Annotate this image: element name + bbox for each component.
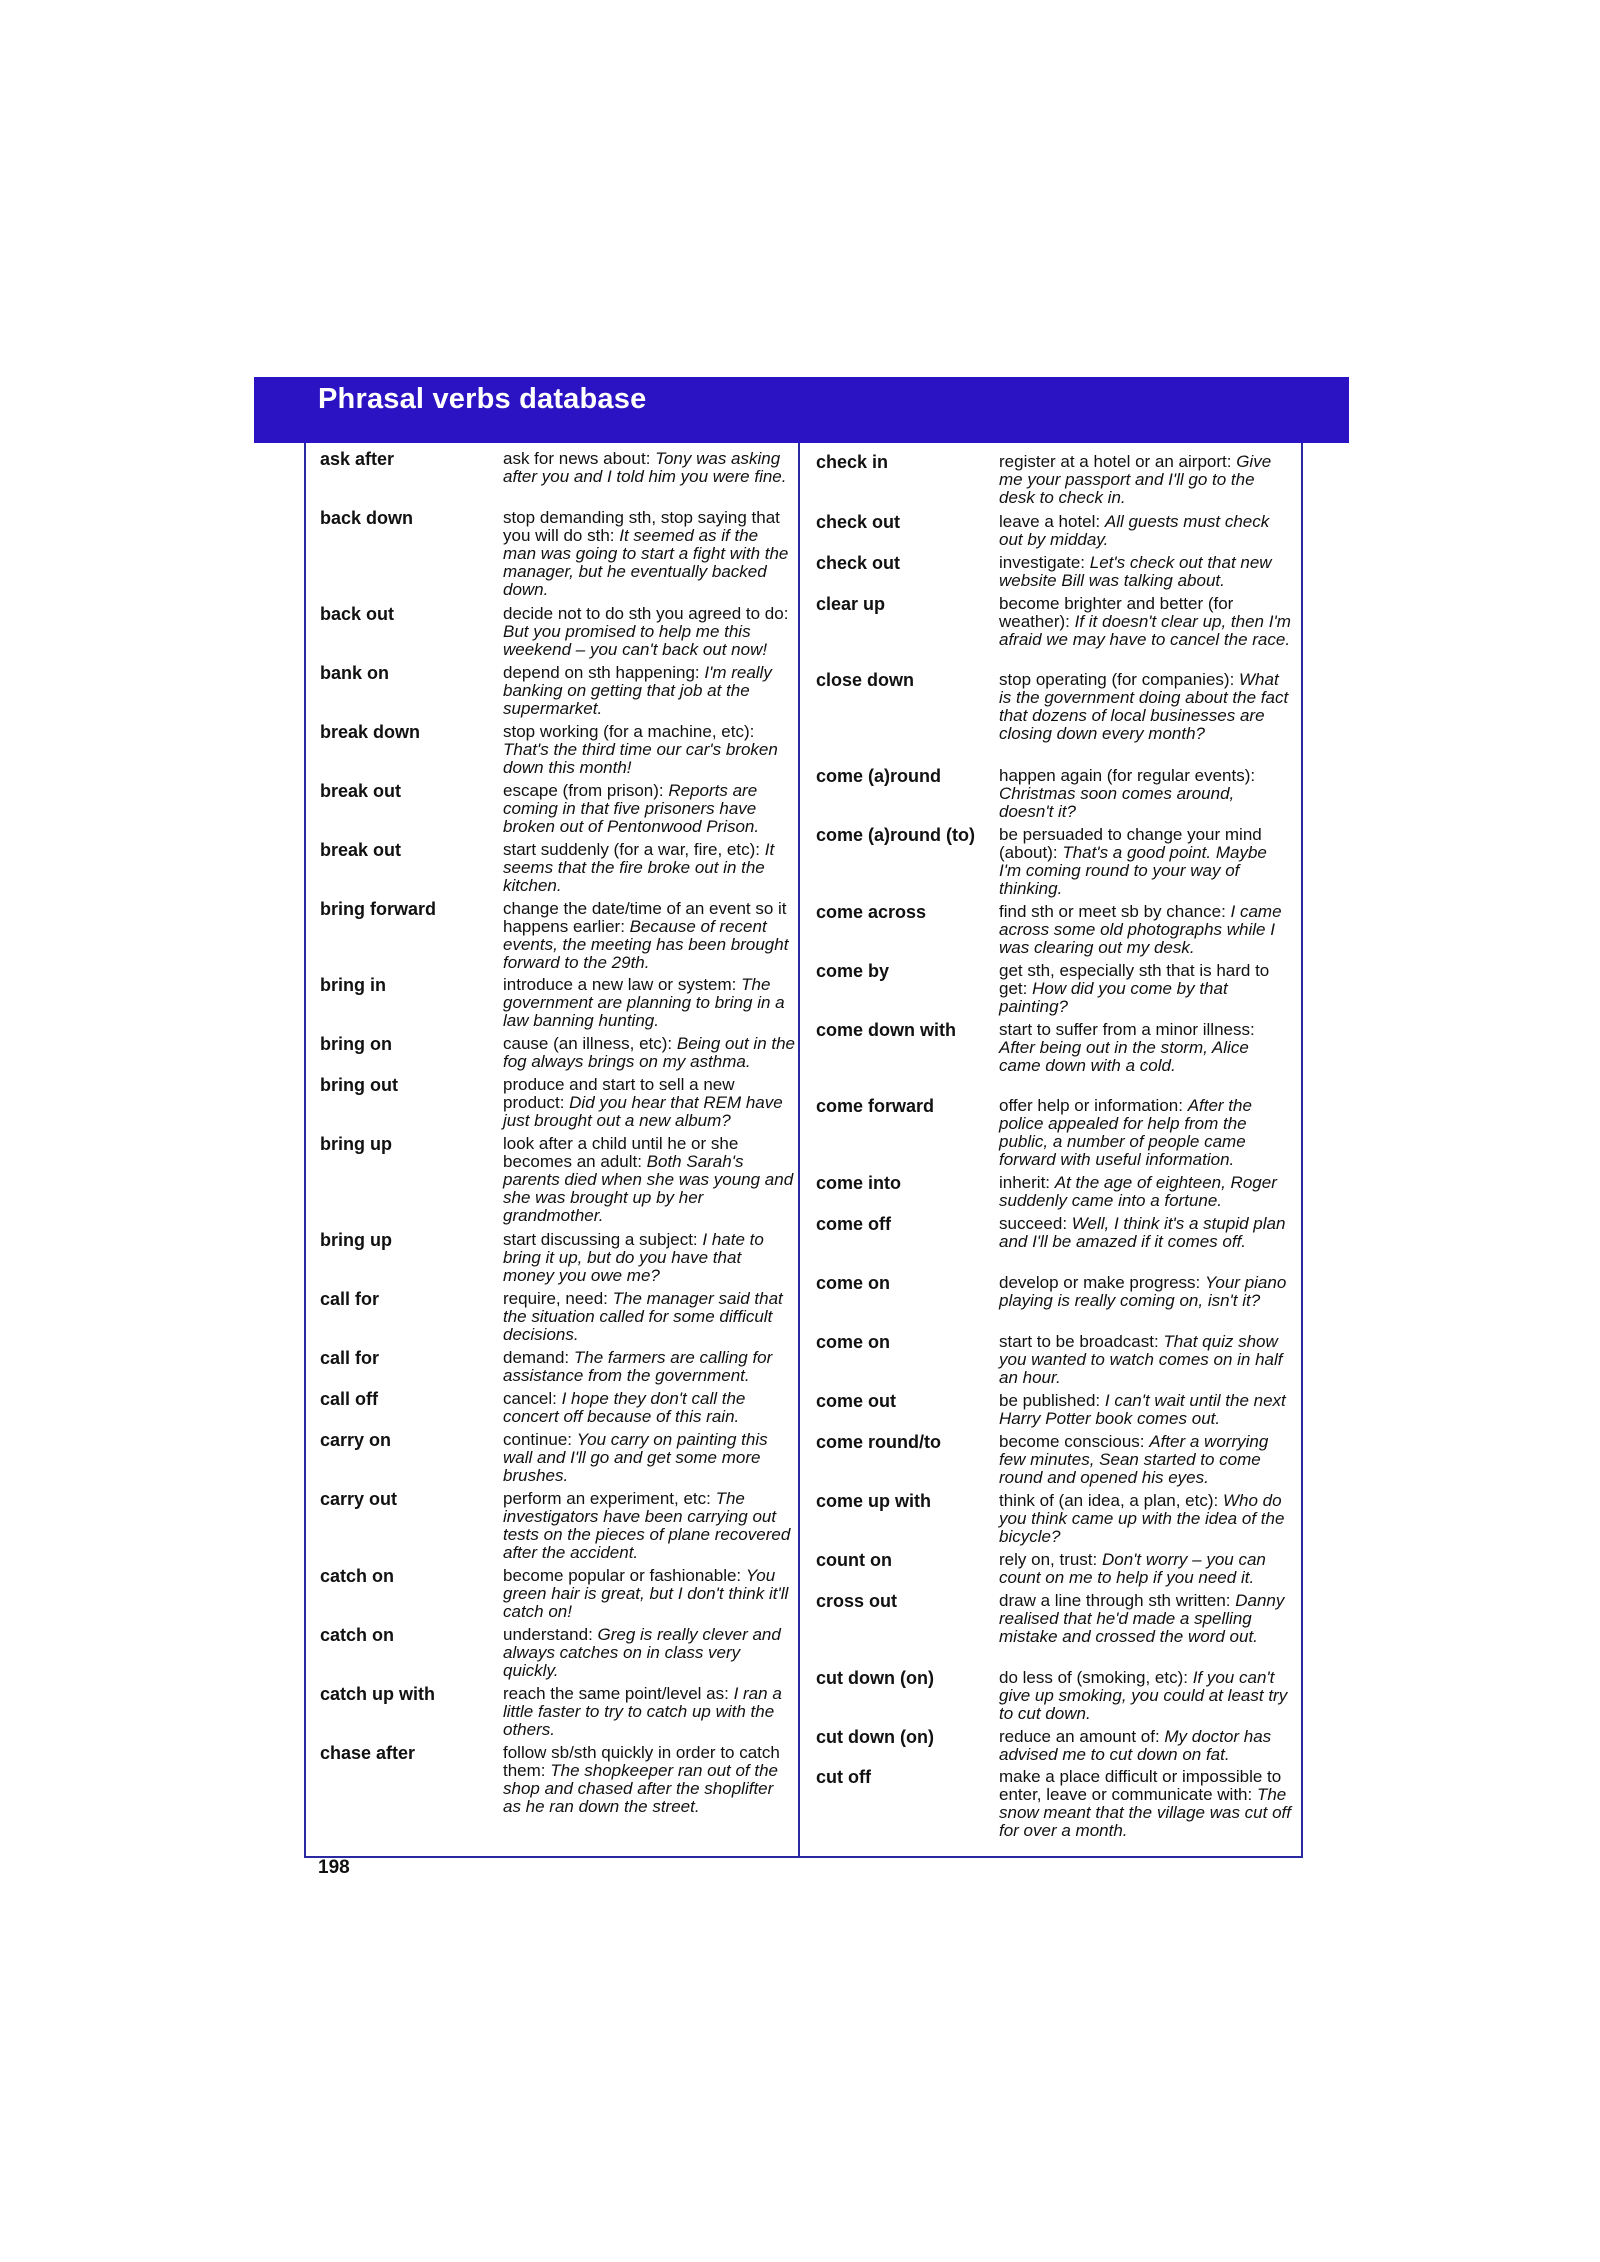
- definition-text: continue:: [503, 1430, 577, 1449]
- example-sentence: After being out in the storm, Alice came down with a cold.: [999, 1038, 1249, 1075]
- definition-text: ask for news about:: [503, 449, 656, 468]
- definition-text: cause (an illness, etc):: [503, 1034, 677, 1053]
- example-sentence: Both Sarah's parents died when she was young and she was brought up by her grandmother.: [503, 1152, 794, 1225]
- definition-text: depend on sth happening:: [503, 663, 705, 682]
- example-sentence: But you promised to help me this weekend – you can't back out now!: [503, 622, 768, 659]
- phrasal-verb: call for: [320, 1348, 380, 1368]
- definition: [999, 826, 1293, 898]
- phrasal-verb: ask after: [320, 449, 395, 469]
- phrasal-verb: check in: [816, 452, 889, 472]
- example-sentence: You green hair is great, but I don't think it'll catch on!: [503, 1566, 789, 1621]
- phrasal-verb: come on: [816, 1332, 891, 1352]
- example-sentence: My doctor has advised me to cut down on fat.: [999, 1727, 1272, 1764]
- example-sentence: Reports are coming in that five prisoners have broken out of Pentonwood Prison.: [503, 781, 760, 836]
- example-sentence: You carry on painting this wall and I'll go and get some more brushes.: [503, 1430, 768, 1485]
- definition: [503, 1076, 795, 1130]
- definition-text: make a place difficult or impossible to enter, leave or communicate with:: [999, 1767, 1282, 1804]
- example-sentence: After a worrying few minutes, Sean started to come round and opened his eyes.: [999, 1432, 1269, 1487]
- definition-text: investigate:: [999, 553, 1090, 572]
- definition: [999, 453, 1293, 507]
- phrasal-verb: come into: [816, 1173, 902, 1193]
- phrasal-verb: come up with: [816, 1491, 932, 1511]
- definition: [503, 782, 795, 836]
- definition-text: develop or make progress:: [999, 1273, 1205, 1292]
- phrasal-verb: break down: [320, 722, 421, 742]
- example-sentence: Don't worry – you can count on me to help if you need it.: [999, 1550, 1266, 1587]
- phrasal-verb: break out: [320, 781, 402, 801]
- definition: [999, 1392, 1293, 1428]
- definition-text: inherit:: [999, 1173, 1055, 1192]
- definition-text: become conscious:: [999, 1432, 1150, 1451]
- phrasal-verb: come across: [816, 902, 927, 922]
- phrasal-verb: call off: [320, 1389, 379, 1409]
- definition-text: leave a hotel:: [999, 512, 1105, 531]
- definition: [503, 1390, 795, 1426]
- definition: [999, 1274, 1293, 1310]
- definition: [999, 1174, 1293, 1210]
- example-sentence: I'm really banking on getting that job at the supermarket.: [503, 663, 772, 718]
- definition: [503, 723, 795, 777]
- definition-text: cancel:: [503, 1389, 562, 1408]
- phrasal-verb: carry on: [320, 1430, 392, 1450]
- definition-text: succeed:: [999, 1214, 1072, 1233]
- example-sentence: That's a good point. Maybe I'm coming round to your way of thinking.: [999, 843, 1267, 898]
- definition-text: change the date/time of an event so it happens earlier:: [503, 899, 787, 936]
- definition-text: be persuaded to change your mind (about):: [999, 825, 1262, 862]
- example-sentence: That's the third time our car's broken down this month!: [503, 740, 778, 777]
- definition: [503, 1349, 795, 1385]
- example-sentence: Being out in the fog always brings on my asthma.: [503, 1034, 796, 1071]
- definition: [999, 1215, 1293, 1251]
- definition: [999, 903, 1293, 957]
- example-sentence: Did you hear that REM have just brought out a new album?: [503, 1093, 783, 1130]
- phrasal-verb: bank on: [320, 663, 390, 683]
- phrasal-verb: bring up: [320, 1230, 392, 1250]
- definition: [503, 1431, 795, 1485]
- definition-text: offer help or information:: [999, 1096, 1188, 1115]
- example-sentence: How did you come by that painting?: [999, 979, 1228, 1016]
- example-sentence: At the age of eighteen, Roger suddenly came into a fortune.: [999, 1173, 1277, 1210]
- definition: [999, 1551, 1293, 1587]
- phrasal-verb: check out: [816, 553, 901, 573]
- definition-text: happen again (for regular events):: [999, 766, 1256, 785]
- example-sentence: I hope they don't call the concert off because of this rain.: [503, 1389, 746, 1426]
- phrasal-verb: check out: [816, 512, 901, 532]
- definition: [999, 513, 1293, 549]
- definition-text: reduce an amount of:: [999, 1727, 1165, 1746]
- definition-text: find sth or meet sb by chance:: [999, 902, 1231, 921]
- example-sentence: The government are planning to bring in a law banning hunting.: [503, 975, 785, 1030]
- definition-text: do less of (smoking, etc):: [999, 1668, 1193, 1687]
- phrasal-verb: close down: [816, 670, 915, 690]
- definition: [999, 1333, 1293, 1387]
- example-sentence: I came across some old photographs while I was clearing out my desk.: [999, 902, 1282, 957]
- phrasal-verb: come (a)round (to): [816, 825, 975, 845]
- definition: [999, 1592, 1293, 1646]
- definition-text: be published:: [999, 1391, 1105, 1410]
- phrasal-verb: catch up with: [320, 1684, 436, 1704]
- definition: [999, 554, 1293, 590]
- definition-text: produce and start to sell a new product:: [503, 1075, 735, 1112]
- example-sentence: Tony was asking after you and I told him you were fine.: [503, 449, 787, 486]
- phrasal-verb: break out: [320, 840, 402, 860]
- definition: [503, 664, 795, 718]
- definition: [999, 1433, 1293, 1487]
- phrasal-verb: come by: [816, 961, 890, 981]
- definition-text: follow sb/sth quickly in order to catch them:: [503, 1743, 780, 1780]
- definition: [503, 1035, 795, 1071]
- definition-text: reach the same point/level as:: [503, 1684, 734, 1703]
- phrasal-verb: bring forward: [320, 899, 436, 919]
- example-sentence: Because of recent events, the meeting has been brought forward to the 29th.: [503, 917, 789, 972]
- example-sentence: It seemed as if the man was going to start a fight with the manager, but he eventually backed down.: [503, 526, 789, 599]
- phrasal-verb: bring in: [320, 975, 386, 995]
- phrasal-verb: cross out: [816, 1591, 898, 1611]
- definition-text: draw a line through sth written:: [999, 1591, 1236, 1610]
- phrasal-verb: catch on: [320, 1566, 395, 1586]
- phrasal-verb: bring up: [320, 1134, 392, 1154]
- definition-text: start discussing a subject:: [503, 1230, 703, 1249]
- example-sentence: Greg is really clever and always catches on in class very quickly.: [503, 1625, 781, 1680]
- definition: [503, 605, 795, 659]
- definition-text: rely on, trust:: [999, 1550, 1102, 1569]
- definition: [999, 1021, 1293, 1075]
- definition: [503, 1626, 795, 1680]
- example-sentence: The farmers are calling for assistance from the government.: [503, 1348, 773, 1385]
- definition-text: demand:: [503, 1348, 574, 1367]
- definition-text: start to be broadcast:: [999, 1332, 1164, 1351]
- phrasal-verb: come out: [816, 1391, 897, 1411]
- definition: [503, 1744, 795, 1816]
- definition-text: stop operating (for companies):: [999, 670, 1240, 689]
- definition: [503, 1490, 795, 1562]
- definition: [999, 1492, 1293, 1546]
- definition-text: become brighter and better (for weather):: [999, 594, 1234, 631]
- page-title: Phrasal verbs database: [318, 383, 647, 415]
- phrasal-verb: cut down (on): [816, 1668, 934, 1688]
- phrasal-verb: come down with: [816, 1020, 957, 1040]
- phrasal-verb: catch on: [320, 1625, 395, 1645]
- phrasal-verb: cut off: [816, 1767, 871, 1787]
- phrasal-verb: back down: [320, 508, 414, 528]
- example-sentence: All guests must check out by midday.: [999, 512, 1270, 549]
- definition-text: get sth, especially sth that is hard to get:: [999, 961, 1270, 998]
- definition: [999, 1097, 1293, 1169]
- definition-text: introduce a new law or system:: [503, 975, 742, 994]
- example-sentence: I can't wait until the next Harry Potter book comes out.: [999, 1391, 1286, 1428]
- example-sentence: If it doesn't clear up, then I'm afraid we may have to cancel the race.: [999, 612, 1291, 649]
- phrasal-verb: come round/to: [816, 1432, 941, 1452]
- column-divider: [798, 443, 800, 1858]
- example-sentence: Your piano playing is really coming on, isn't it?: [999, 1273, 1287, 1310]
- definition: [999, 962, 1293, 1016]
- definition: [503, 1290, 795, 1344]
- example-sentence: Christmas soon comes around, doesn't it?: [999, 784, 1235, 821]
- definition: [503, 1231, 795, 1285]
- definition: [999, 671, 1293, 743]
- example-sentence: It seems that the fire broke out in the kitchen.: [503, 840, 775, 895]
- definition: [503, 900, 795, 972]
- definition: [503, 450, 795, 486]
- definition: [503, 1685, 795, 1739]
- example-sentence: I ran a little faster to try to catch up with the others.: [503, 1684, 782, 1739]
- definition-text: perform an experiment, etc:: [503, 1489, 716, 1508]
- example-sentence: Who do you think came up with the idea of the bicycle?: [999, 1491, 1285, 1546]
- phrasal-verb: bring out: [320, 1075, 398, 1095]
- example-sentence: That quiz show you wanted to watch comes on in half an hour.: [999, 1332, 1283, 1387]
- definition-text: register at a hotel or an airport:: [999, 452, 1237, 471]
- example-sentence: The snow meant that the village was cut off for over a month.: [999, 1785, 1291, 1840]
- header-banner: [254, 377, 1349, 443]
- definition: [503, 976, 795, 1030]
- definition: [503, 1135, 795, 1225]
- definition: [503, 841, 795, 895]
- phrasal-verb: back out: [320, 604, 395, 624]
- example-sentence: If you can't give up smoking, you could at least try to cut down.: [999, 1668, 1288, 1723]
- definition: [999, 1669, 1293, 1723]
- phrasal-verb: come on: [816, 1273, 891, 1293]
- phrasal-verb: count on: [816, 1550, 892, 1570]
- example-sentence: The investigators have been carrying out tests on the pieces of plane recovered after the accident.: [503, 1489, 791, 1562]
- example-sentence: I hate to bring it up, but do you have that money you owe me?: [503, 1230, 764, 1285]
- phrasal-verb: carry out: [320, 1489, 398, 1509]
- definition: [999, 767, 1293, 821]
- phrasal-verb: call for: [320, 1289, 380, 1309]
- definition: [999, 595, 1293, 649]
- example-sentence: Danny realised that he'd made a spelling mistake and crossed the word out.: [999, 1591, 1285, 1646]
- definition-text: look after a child until he or she becomes an adult:: [503, 1134, 739, 1171]
- definition-text: stop working (for a machine, etc):: [503, 722, 755, 741]
- example-sentence: The shopkeeper ran out of the shop and chased after the shoplifter as he ran down the street.: [503, 1761, 779, 1816]
- example-sentence: What is the government doing about the fact that dozens of local businesses are closing down every month?: [999, 670, 1289, 743]
- phrasal-verb: cut down (on): [816, 1727, 934, 1747]
- example-sentence: Give me your passport and I'll go to the desk to check in.: [999, 452, 1272, 507]
- definition-text: start suddenly (for a war, fire, etc):: [503, 840, 765, 859]
- phrasal-verb: come off: [816, 1214, 892, 1234]
- definition: [503, 1567, 795, 1621]
- definition-text: escape (from prison):: [503, 781, 669, 800]
- phrasal-verb: come (a)round: [816, 766, 942, 786]
- definition-text: start to suffer from a minor illness:: [999, 1020, 1255, 1039]
- example-sentence: Well, I think it's a stupid plan and I'll be amazed if it comes off.: [999, 1214, 1286, 1251]
- definition-text: decide not to do sth you agreed to do:: [503, 604, 789, 623]
- definition: [999, 1768, 1293, 1840]
- phrasal-verb: come forward: [816, 1096, 935, 1116]
- definition: [999, 1728, 1293, 1764]
- definition: [503, 509, 795, 599]
- phrasal-verb: chase after: [320, 1743, 416, 1763]
- definition-text: understand:: [503, 1625, 598, 1644]
- example-sentence: The manager said that the situation called for some difficult decisions.: [503, 1289, 783, 1344]
- example-sentence: After the police appealed for help from the public, a number of people came forward with useful information.: [999, 1096, 1252, 1169]
- example-sentence: Let's check out that new website Bill was talking about.: [999, 553, 1272, 590]
- definition-text: stop demanding sth, stop saying that you will do sth:: [503, 508, 780, 545]
- definition-text: become popular or fashionable:: [503, 1566, 746, 1585]
- phrasal-verb: clear up: [816, 594, 886, 614]
- definition-text: require, need:: [503, 1289, 613, 1308]
- phrasal-verb: bring on: [320, 1034, 392, 1054]
- definition-text: think of (an idea, a plan, etc):: [999, 1491, 1223, 1510]
- page-number: 198: [318, 1857, 350, 1878]
